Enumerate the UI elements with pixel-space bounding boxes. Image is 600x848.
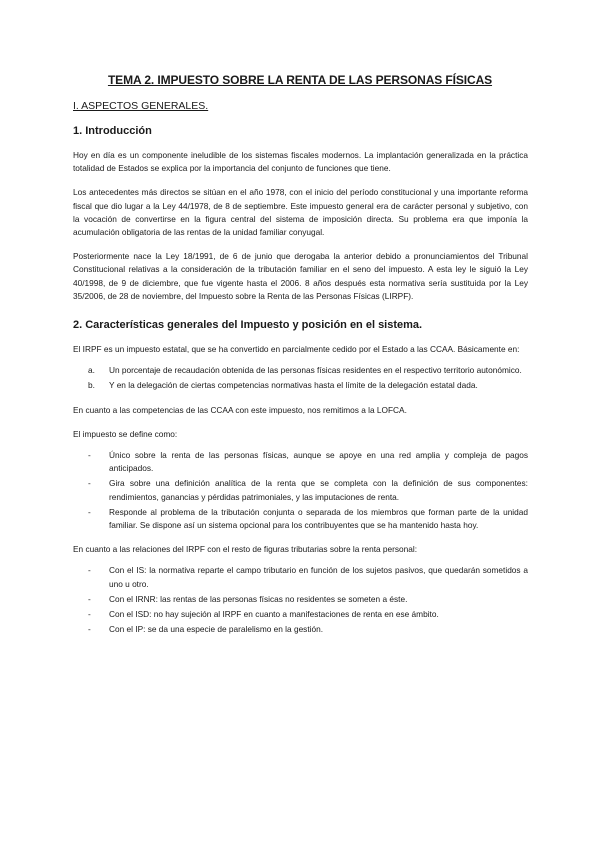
document-title: TEMA 2. IMPUESTO SOBRE LA RENTA DE LAS PERSONAS FÍSICAS — [107, 73, 493, 87]
list-item — [73, 623, 528, 636]
list-marker: a. — [88, 365, 95, 376]
list-item — [73, 364, 528, 377]
list-marker: - — [88, 593, 91, 604]
list-marker: - — [88, 624, 91, 635]
paragraph: Hoy en día es un componente ineludible de los sistemas fiscales modernos. La implantación generalizada en la práctica totalidad de Estados se explica por la importancia del conjunto de funciones que tiene. — [73, 150, 528, 174]
heading-introduccion: 1. Introducción — [73, 125, 152, 137]
list-item-text: Con el IS: la normativa reparte el campo tributario en función de los sujetos pasivos, que quedarán sometidos a uno u otro. — [109, 565, 528, 589]
list-item-text: Responde al problema de la tributación conjunta o separada de los miembros que forman parte de la unidad familiar. Se dispone así un sistema opcional para los contribuyentes que se ha mantenido hasta hoy. — [109, 506, 528, 531]
list-item-text: Único sobre la renta de las personas físicas, aunque se apoye en una red amplia y compleja de pagos anticipados. — [109, 450, 528, 474]
list-item — [73, 477, 528, 503]
list-marker: - — [88, 609, 91, 620]
list-item-text: Gira sobre una definición analítica de la renta que se completa con la definición de sus componentes: rendimientos, ganancias y pérdidas patrimoniales, y las imputaciones de renta. — [109, 478, 528, 502]
paragraph: En cuanto a las competencias de las CCAA con este impuesto, nos remitimos a la LOFCA. — [73, 404, 407, 415]
list-marker: b. — [88, 380, 95, 391]
list-item-text: Con el IRNR: las rentas de las personas físicas no residentes se someten a éste. — [109, 593, 408, 604]
list-item-text: Y en la delegación de ciertas competencias normativas hasta el límite de la delegación estatal dada. — [109, 380, 478, 391]
list-b — [73, 449, 528, 532]
document-body — [73, 96, 528, 638]
list-c — [73, 564, 528, 636]
list-item-text: Con el ISD: no hay sujeción al IRPF en cuanto a manifestaciones de renta en ese ámbito. — [109, 609, 439, 620]
list-item — [73, 506, 528, 532]
list-item — [73, 608, 528, 621]
list-marker: - — [88, 506, 91, 517]
list-item-text: Con el IP: se da una especie de paralelismo en la gestión. — [109, 624, 324, 635]
list-marker: - — [88, 478, 91, 489]
paragraph: El IRPF es un impuesto estatal, que se ha convertido en parcialmente cedido por el Estado a las CCAA. Básicamente en: — [73, 344, 520, 355]
section-heading: I. ASPECTOS GENERALES. — [73, 100, 209, 112]
list-marker: - — [88, 450, 91, 461]
paragraph: El impuesto se define como: — [73, 428, 178, 439]
list-item-text: Un porcentaje de recaudación obtenida de las personas físicas residentes en el respectivo territorio autonómico. — [109, 365, 522, 376]
list-item — [73, 593, 528, 606]
list-item — [73, 449, 528, 475]
paragraph: En cuanto a las relaciones del IRPF con el resto de figuras tributarias sobre la renta personal: — [73, 544, 418, 555]
list-item — [73, 564, 528, 590]
paragraph: Posteriormente nace la Ley 18/1991, de 6 de junio que derogaba la anterior debido a pronunciamientos del Tribunal Constitucional relativas a la consideración de la tributación familiar en el seno del impuesto. A esta ley le siguió la Ley 40/1998, de 9 de diciembre, que fue vigente hasta el 2006. 8 años después esta normativa sería sustituida por la Ley 35/2006, de 28 de noviembre, del Impuesto sobre la Renta de las Personas Físicas (LIRPF). — [73, 251, 528, 301]
list-item — [73, 379, 528, 392]
heading-caracteristicas: 2. Características generales del Impuesto y posición en el sistema. — [73, 319, 423, 332]
paragraph: Los antecedentes más directos se sitúan en el año 1978, con el inicio del período constitucional y una importante reforma fiscal que dio lugar a la Ley 44/1978, de 8 de septiembre. Este impuesto general era de carácter personal y subjetivo, con la vocación de convertirse en la figura central del sistema de imposición directa. Su problema era que imponía la acumulación obligatoria de las rentas de la unidad familiar conyugal. — [73, 187, 528, 238]
list-marker: - — [88, 565, 91, 576]
list-a — [73, 364, 528, 392]
